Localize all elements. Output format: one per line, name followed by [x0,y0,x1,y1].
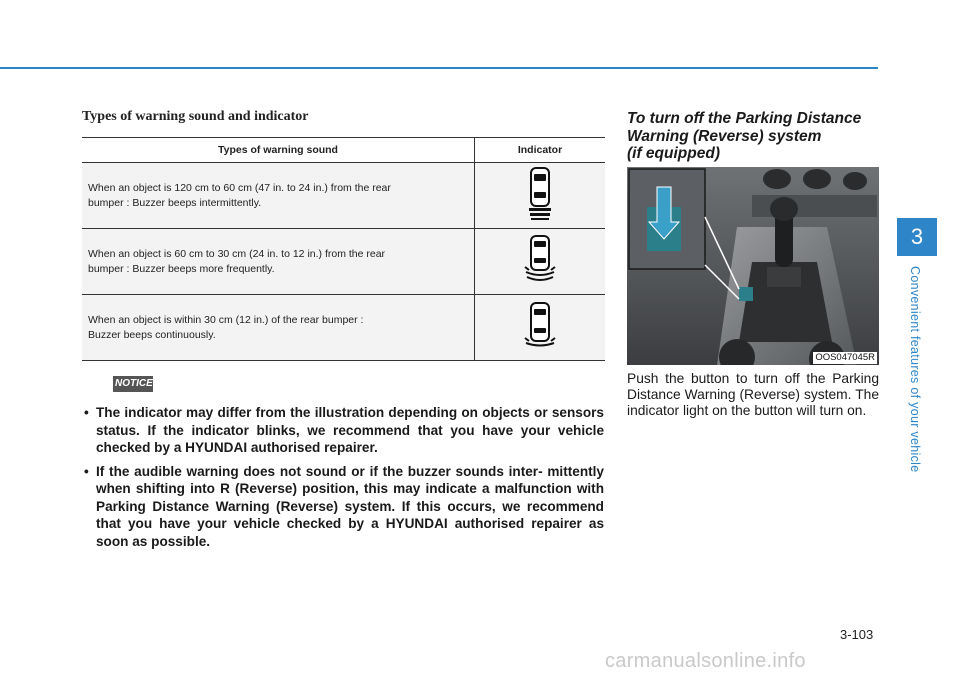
list-item: • If the audible warning does not sound or if the buzzer sounds inter- mittently when shifting into R (Reverse) position, this may indicate a malfunction with Parking Distance Warning (Reverse) system. If this occurs, we recommend that you have your vehicle checked by a HYUNDAI authorised repairer as soon as possible. [82,463,604,551]
photo-caption: OOS047045R [815,352,875,363]
notice-badge: NOTICE [113,376,153,392]
console-illustration [627,167,879,365]
column-header-warning-sound: Types of warning sound [82,138,475,163]
warning-description: When an object is 120 cm to 60 cm (47 in. to 24 in.) from the rear bumper : Buzzer beeps intermittently. [82,163,475,229]
indicator-cell [475,163,606,229]
watermark: carmanualsonline.info [605,650,806,672]
page-number: 3-103 [840,627,874,642]
car-indicator-icon [523,234,557,284]
column-header-indicator: Indicator [475,138,606,163]
notice-list [82,404,604,556]
indicator-cell [475,295,606,361]
table-row [82,163,605,229]
warning-table [82,137,605,361]
table-row [82,295,605,361]
chapter-number-tab: 3 [897,218,937,256]
chapter-title: Convenient features of your vehicle [908,266,922,473]
warning-description: When an object is 60 cm to 30 cm (24 in. to 12 in.) from the rear bumper : Buzzer beeps more frequently. [82,229,475,295]
indicator-cell [475,229,606,295]
header-rule [0,67,878,69]
console-photo [627,167,879,365]
car-indicator-icon [523,301,557,349]
car-indicator-icon [525,166,555,220]
instruction-text: Push the button to turn off the Parking Distance Warning (Reverse) system. The indicator light on the button will turn on. [627,371,879,418]
subsection-heading: To turn off the Parking Distance Warning (Reverse) system (if equipped) [627,110,862,162]
section-heading: Types of warning sound and indicator [82,109,309,124]
warning-description: When an object is within 30 cm (12 in.) of the rear bumper : Buzzer beeps continuously. [82,295,475,361]
table-row [82,229,605,295]
list-item: • The indicator may differ from the illustration depending on objects or sensors status. If the indicator blinks, we recommend that you have your vehicle checked by a HYUNDAI authorised repairer. [82,404,604,457]
